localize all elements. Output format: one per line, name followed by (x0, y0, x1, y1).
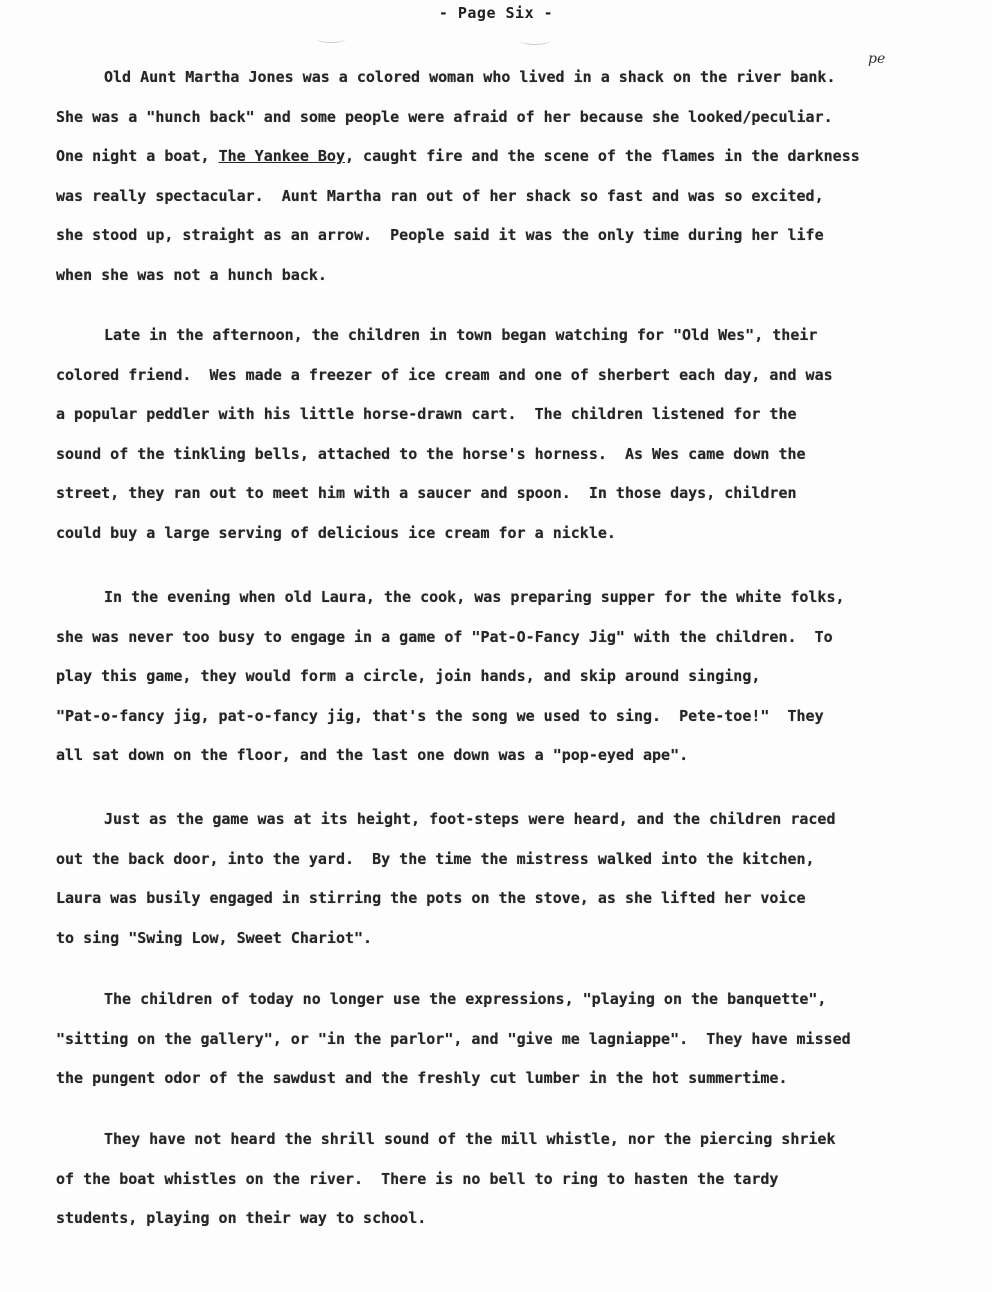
text-line: sound of the tinkling bells, attached to the horse's horness. As Wes came down the (56, 444, 806, 463)
text-line: "sitting on the gallery", or "in the parlor", and "give me lagniappe". They have missed (56, 1029, 851, 1048)
handwritten-edit-mark: pe (868, 51, 886, 67)
paragraph (56, 58, 956, 295)
paragraph (56, 980, 956, 1099)
text-line: a popular peddler with his little horse-drawn cart. The children listened for the (56, 405, 797, 423)
text-line: Laura was busily engaged in stirring the pots on the stove, as she lifted her voice (56, 889, 806, 907)
text-segment: One night a boat, (56, 147, 219, 165)
text-line: she stood up, straight as an arrow. People said it was the only time during her life (56, 226, 824, 244)
text-line: when she was not a hunch back. (56, 265, 327, 284)
text-line: out the back door, into the yard. By the time the mistress walked into the kitchen, (56, 849, 815, 868)
text-line: Old Aunt Martha Jones was a colored woman who lived in a shack on the river bank. (104, 68, 836, 86)
text-line: play this game, they would form a circle, join hands, and skip around singing, (56, 667, 761, 685)
text-line: She was a "hunch back" and some people were afraid of her because she looked/peculiar. (56, 107, 833, 126)
text-line: of the boat whistles on the river. There is no bell to ring to hasten the tardy (56, 1169, 779, 1188)
paragraph (56, 1120, 956, 1239)
text-line: They have not heard the shrill sound of the mill whistle, nor the piercing shriek (104, 1130, 836, 1148)
text-line: colored friend. Wes made a freezer of ice cream and one of sherbert each day, and was (56, 365, 833, 384)
text-line: Late in the afternoon, the children in town began watching for "Old Wes", their (104, 326, 818, 344)
text-line: could buy a large serving of delicious ice cream for a nickle. (56, 523, 616, 542)
page-header: - Page Six - (438, 4, 554, 22)
text-segment: , caught fire and the scene of the flames in the darkness (345, 147, 860, 165)
text-line: street, they ran out to meet him with a saucer and spoon. In those days, children (56, 484, 797, 502)
text-line: Just as the game was at its height, foot-steps were heard, and the children raced (104, 810, 836, 828)
paragraph (56, 800, 956, 958)
text-line: In the evening when old Laura, the cook, was preparing supper for the white folks, (104, 588, 845, 606)
text-line (56, 137, 956, 177)
paragraph (56, 578, 956, 776)
text-line: students, playing on their way to school. (56, 1209, 427, 1227)
text-line: was really spectacular. Aunt Martha ran out of her shack so fast and was so excited, (56, 186, 824, 205)
text-line: to sing "Swing Low, Sweet Chariot". (56, 928, 373, 947)
text-line: all sat down on the floor, and the last one down was a "pop-eyed ape". (56, 746, 689, 764)
page-speck (316, 34, 346, 43)
text-line: she was never too busy to engage in a game of "Pat-O-Fancy Jig" with the children. To (56, 627, 833, 646)
text-line: "Pat-o-fancy jig, pat-o-fancy jig, that's the song we used to sing. Pete-toe!" They (56, 706, 824, 725)
text-line: The children of today no longer use the expressions, "playing on the banquette", (104, 990, 827, 1008)
page-speck (520, 36, 550, 45)
boat-name: The Yankee Boy (218, 147, 345, 165)
paragraph (56, 316, 956, 553)
text-line: the pungent odor of the sawdust and the freshly cut lumber in the hot summertime. (56, 1069, 788, 1087)
